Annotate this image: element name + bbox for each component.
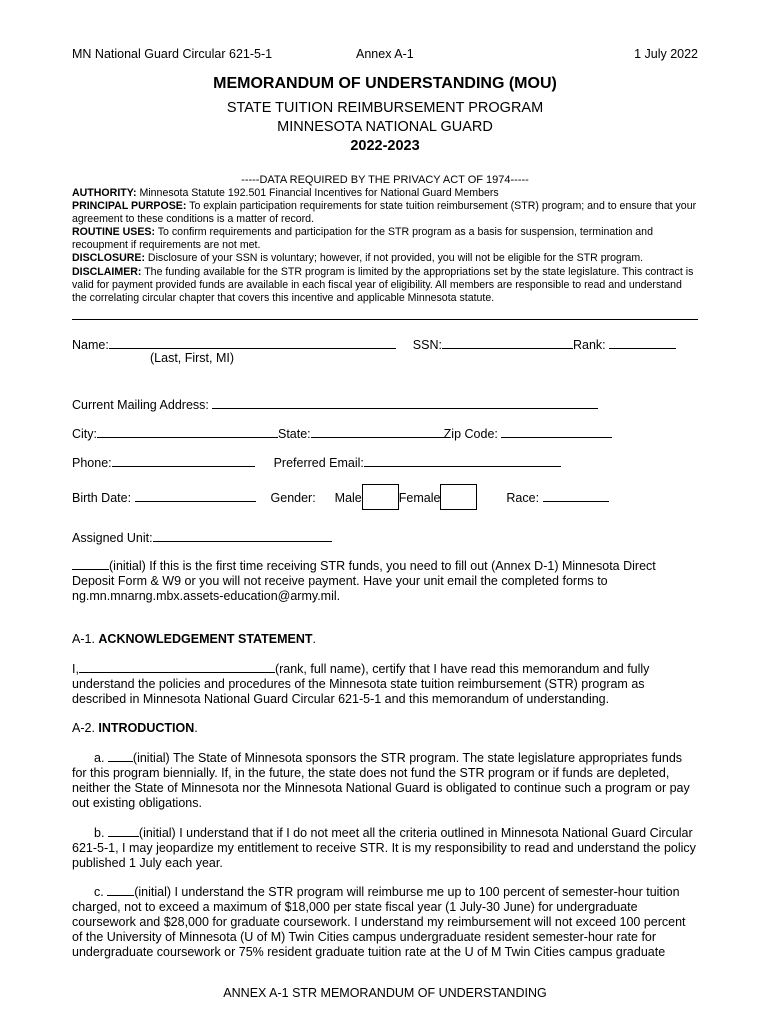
male-label: Male	[334, 491, 362, 505]
privacy-routine-uses: ROUTINE USES: To confirm requirements and participation for the STR program as a basis for suspension, termination and recoupment if requirements are not met.	[72, 226, 653, 252]
item-a: a. (initial) The State of Minnesota sponsors the STR program. The state legislature appropriates funds for this program biennially. If, in the future, the state does not fund the STR program or if funds are depleted, neither the State of Minnesota nor the Minnesota National Guard is obligated to continue such a program or pay out existing obligations.	[72, 751, 690, 810]
address-label: Current Mailing Address:	[72, 398, 209, 412]
name-field[interactable]	[109, 336, 396, 349]
birth-date-field[interactable]	[135, 489, 256, 502]
state-label: State:	[278, 427, 311, 441]
initial-field-b[interactable]	[108, 826, 139, 837]
section-a2-heading: A-2. INTRODUCTION.	[72, 721, 198, 735]
privacy-purpose: PRINCIPAL PURPOSE: To explain participation requirements for state tuition reimbursement (STR) program; and to ensure that your agreement to these conditions is a matter of record.	[72, 200, 697, 226]
rank-field[interactable]	[609, 336, 676, 349]
initial-field-a[interactable]	[108, 751, 133, 762]
gender-label: Gender:	[270, 491, 316, 505]
city-label: City:	[72, 427, 97, 441]
male-checkbox[interactable]	[362, 484, 399, 510]
ssn-label: SSN:	[412, 338, 442, 352]
initial-field-first-time[interactable]	[72, 559, 109, 570]
acknowledgement-statement: I, (rank, full name), certify that I have read this memorandum and fully understand the policies and procedures of the Minnesota state tuition reimbursement (STR) program as described in Minnesota National Guard Circular 621-5-1 and this memorandum of understanding.	[72, 662, 650, 706]
city-field[interactable]	[97, 425, 278, 438]
item-b: b. (initial) I understand that if I do not meet all the criteria outlined in Minnesota National Guard Circular 621-5-1, I may jeopardize my entitlement to receive STR. It is my responsibility to read and understand the policy published 1 July each year.	[72, 826, 696, 870]
zip-field[interactable]	[501, 425, 612, 438]
section-divider	[72, 319, 698, 320]
female-label: Female	[398, 491, 441, 505]
header-date: 1 July 2022	[634, 47, 698, 61]
page-footer: ANNEX A-1 STR MEMORANDUM OF UNDERSTANDING	[223, 986, 547, 1000]
unit-row	[72, 529, 332, 545]
ssn-field[interactable]	[442, 336, 573, 349]
race-field[interactable]	[543, 489, 609, 502]
phone-field[interactable]	[112, 454, 255, 467]
privacy-disclosure: DISCLOSURE: Disclosure of your SSN is voluntary; however, if not provided, you will not be eligible for the STR program.	[72, 252, 644, 265]
document-title: MEMORANDUM OF UNDERSTANDING (MOU)	[213, 75, 557, 92]
birth-date-label: Birth Date:	[72, 491, 132, 505]
privacy-disclaimer: DISCLAIMER: The funding available for the STR program is limited by the appropriations set by the state legislature. This contract is valid for payment provided funds are available in each fiscal year of eligibility. All members are responsible to read and understand the correlating circular chapter that covers this incentive and applicable Minnesota statute.	[72, 265, 694, 304]
female-checkbox[interactable]	[440, 484, 477, 510]
rank-label: Rank:	[572, 338, 606, 352]
section-a1-heading: A-1. ACKNOWLEDGEMENT STATEMENT.	[72, 632, 316, 646]
name-row	[72, 336, 676, 352]
race-label: Race:	[506, 491, 540, 505]
header-annex: Annex A-1	[356, 47, 414, 61]
name-label: Name:	[72, 338, 109, 352]
rank-full-name-field[interactable]	[79, 662, 275, 673]
program-title: STATE TUITION REIMBURSEMENT PROGRAM	[226, 100, 544, 116]
year-title: 2022-2023	[350, 138, 420, 154]
privacy-authority: AUTHORITY: Minnesota Statute 192.501 Financial Incentives for National Guard Members	[72, 187, 499, 199]
item-c: c. (initial) I understand the STR program will reimburse me up to 100 percent of semester-hour tuition charged, not to exceed a maximum of $18,000 per state fiscal year (1 July-30 June) for undergraduate coursework and $28,000 for graduate coursework. I understand my reimbursement will not exceed 100 percent of the University of Minnesota (U of M) Twin Cities campus undergraduate resident semester-hour rate for undergraduate coursework or 75% resident graduate tuition rate at the U of M Twin Cities campus graduate	[72, 885, 686, 959]
city-row	[72, 425, 612, 441]
zip-label: Zip Code:	[443, 427, 498, 441]
birth-row	[72, 484, 609, 510]
phone-row	[72, 454, 561, 470]
first-time-note: (initial) If this is the first time receiving STR funds, you need to fill out (Annex D-1) Minnesota Direct Deposit Form & W9 or you will not receive payment. Have your unit email the completed forms to ng.mn.mnarng.mbx.assets-education@army.mil.	[72, 559, 656, 603]
unit-label: Assigned Unit:	[72, 531, 153, 545]
email-field[interactable]	[364, 454, 561, 467]
address-row	[72, 396, 598, 412]
privacy-heading: -----DATA REQUIRED BY THE PRIVACY ACT OF 1974-----	[241, 174, 529, 186]
initial-field-c[interactable]	[107, 885, 134, 896]
org-title: MINNESOTA NATIONAL GUARD	[277, 119, 493, 135]
privacy-statement	[72, 187, 698, 305]
unit-field[interactable]	[153, 529, 332, 542]
phone-label: Phone:	[72, 456, 112, 470]
address-field[interactable]	[212, 396, 598, 409]
name-hint: (Last, First, MI)	[150, 351, 235, 365]
state-field[interactable]	[311, 425, 444, 438]
header-circular: MN National Guard Circular 621-5-1	[72, 47, 273, 61]
email-label: Preferred Email:	[273, 456, 364, 470]
